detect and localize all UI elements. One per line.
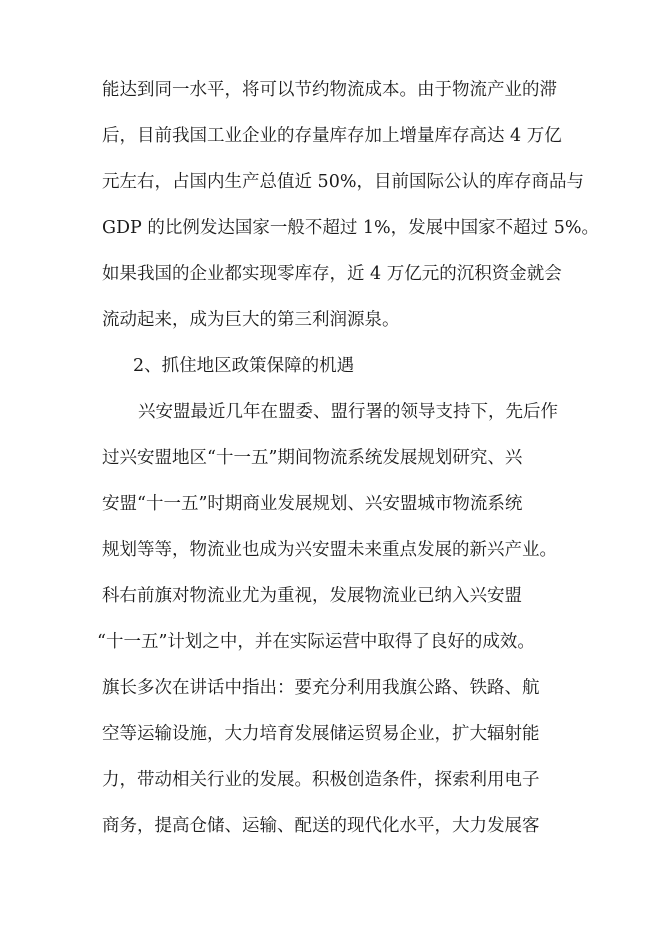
text-line: 安盟“十一五”时期商业发展规划、兴安盟城市物流系统	[102, 494, 523, 514]
text-line: “十一五”计划之中，并在实际运营中取得了良好的成效。	[97, 632, 535, 652]
text-line: 能达到同一水平，将可以节约物流成本。由于物流产业的滞	[102, 80, 557, 100]
text-line: 后，目前我国工业企业的存量库存加上增量库存高达 4 万亿	[102, 126, 562, 146]
text-line: 过兴安盟地区“十一五”期间物流系统发展规划研究、兴	[102, 448, 523, 468]
text-line: 空等运输设施，大力培育发展储运贸易企业，扩大辐射能	[102, 724, 540, 744]
text-line: 旗长多次在讲话中指出：要充分利用我旗公路、铁路、航	[102, 678, 540, 698]
text-line: 元左右，占国内生产总值近 50%，目前国际公认的库存商品与	[102, 172, 584, 192]
text-line: GDP 的比例发达国家一般不超过 1%，发展中国家不超过 5%。	[102, 218, 599, 238]
text-line: 兴安盟最近几年在盟委、盟行署的领导支持下，先后作	[138, 402, 558, 422]
text-line: 规划等等，物流业也成为兴安盟未来重点发展的新兴产业。	[102, 540, 557, 560]
section-heading: 2、抓住地区政策保障的机遇	[133, 356, 355, 376]
text-line: 力，带动相关行业的发展。积极创造条件，探索利用电子	[102, 770, 540, 790]
text-line: 科右前旗对物流业尤为重视，发展物流业已纳入兴安盟	[102, 586, 522, 606]
text-line: 商务，提高仓储、运输、配送的现代化水平，大力发展客	[102, 816, 540, 836]
text-line: 如果我国的企业都实现零库存，近 4 万亿元的沉积资金就会	[102, 264, 562, 284]
text-line: 流动起来，成为巨大的第三利润源泉。	[102, 310, 400, 330]
